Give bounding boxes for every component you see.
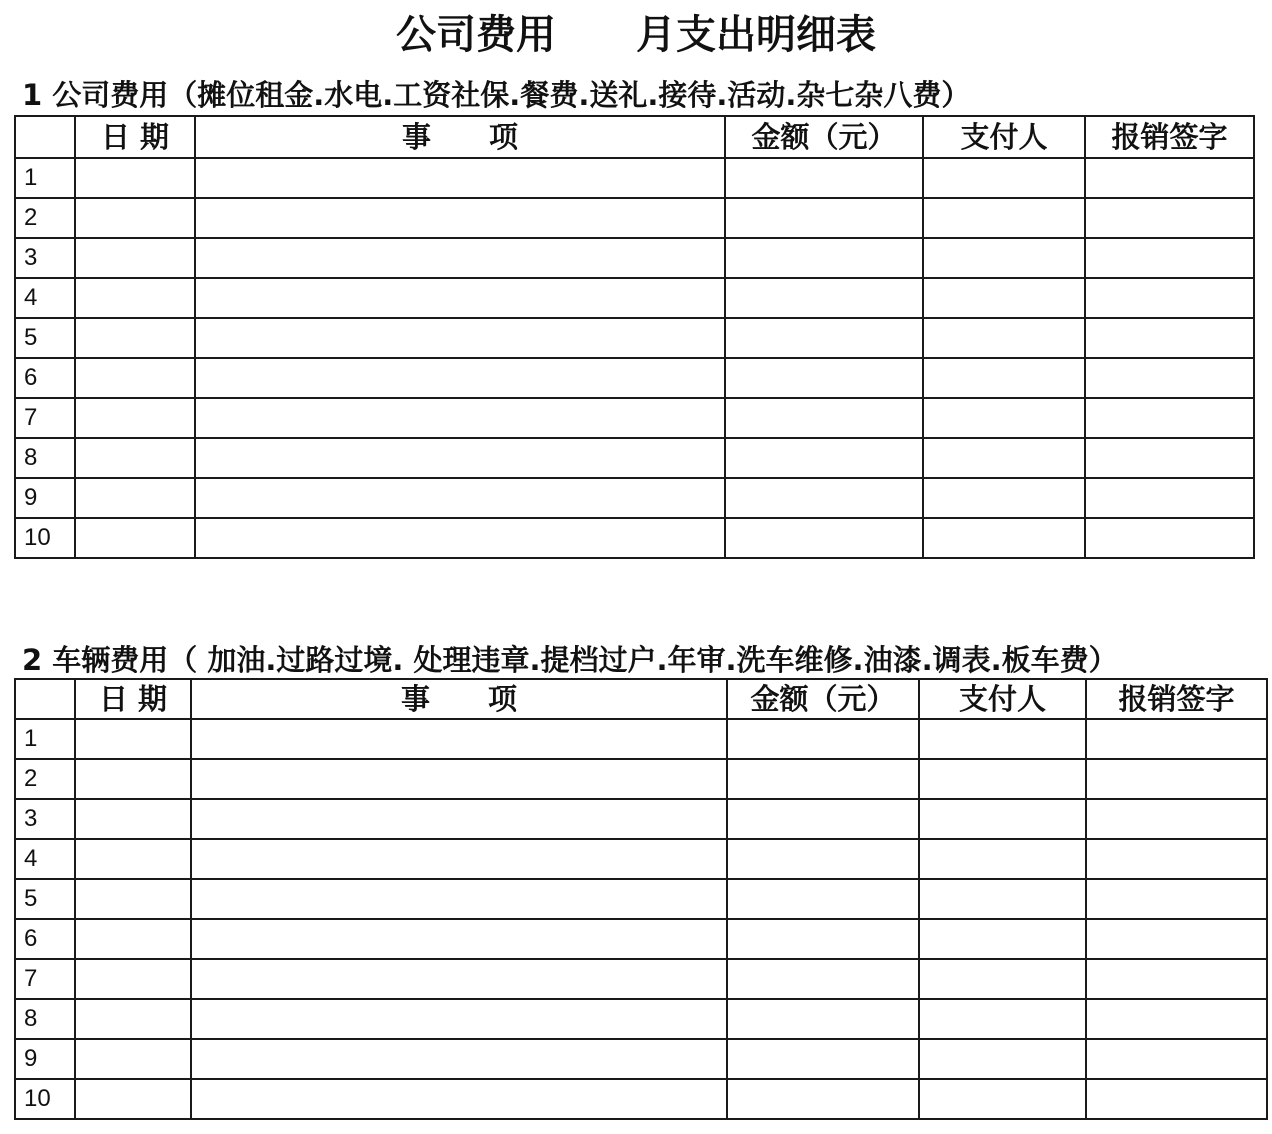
header-index <box>15 679 75 719</box>
payer-cell[interactable] <box>919 1079 1086 1119</box>
table-row <box>15 999 1267 1039</box>
signature-cell[interactable] <box>1086 879 1267 919</box>
table-row <box>15 518 1254 558</box>
row-number: 8 <box>15 438 75 478</box>
date-cell[interactable] <box>75 318 195 358</box>
amount-cell[interactable] <box>725 478 923 518</box>
row-number: 4 <box>15 278 75 318</box>
amount-cell[interactable] <box>727 759 919 799</box>
row-number: 2 <box>15 198 75 238</box>
row-number: 3 <box>15 238 75 278</box>
signature-cell[interactable] <box>1085 278 1254 318</box>
title-company-expense: 公司费用 <box>396 12 556 58</box>
date-cell[interactable] <box>75 919 191 959</box>
header-payer: 支付人 <box>919 679 1086 719</box>
amount-cell[interactable] <box>725 438 923 478</box>
table-row <box>15 1039 1267 1079</box>
section-1-label: 1 公司费用（摊位租金.水电.工资社保.餐费.送礼.接待.活动.杂七杂八费） <box>22 78 971 112</box>
item-cell[interactable] <box>191 879 727 919</box>
item-cell[interactable] <box>191 919 727 959</box>
table-row <box>15 198 1254 238</box>
date-cell[interactable] <box>75 198 195 238</box>
row-number: 9 <box>15 1039 75 1079</box>
signature-cell[interactable] <box>1086 959 1267 999</box>
payer-cell[interactable] <box>919 759 1086 799</box>
item-cell[interactable] <box>191 839 727 879</box>
date-cell[interactable] <box>75 839 191 879</box>
payer-cell[interactable] <box>919 879 1086 919</box>
signature-cell[interactable] <box>1086 919 1267 959</box>
row-number: 9 <box>15 478 75 518</box>
signature-cell[interactable] <box>1085 518 1254 558</box>
row-number: 6 <box>15 919 75 959</box>
date-cell[interactable] <box>75 278 195 318</box>
item-cell[interactable] <box>191 759 727 799</box>
signature-cell[interactable] <box>1085 398 1254 438</box>
row-number: 1 <box>15 158 75 198</box>
table-row <box>15 238 1254 278</box>
amount-cell[interactable] <box>725 318 923 358</box>
table-header-row <box>15 116 1254 158</box>
payer-cell[interactable] <box>923 398 1085 438</box>
signature-cell[interactable] <box>1085 478 1254 518</box>
date-cell[interactable] <box>75 238 195 278</box>
item-cell[interactable] <box>191 1039 727 1079</box>
date-cell[interactable] <box>75 759 191 799</box>
amount-cell[interactable] <box>727 719 919 759</box>
title-monthly-detail: 月支出明细表 <box>636 12 876 58</box>
date-cell[interactable] <box>75 158 195 198</box>
amount-cell[interactable] <box>725 398 923 438</box>
header-item: 事 项 <box>195 116 725 158</box>
date-cell[interactable] <box>75 1079 191 1119</box>
payer-cell[interactable] <box>919 999 1086 1039</box>
table-row <box>15 438 1254 478</box>
signature-cell[interactable] <box>1085 358 1254 398</box>
signature-cell[interactable] <box>1086 999 1267 1039</box>
payer-cell[interactable] <box>923 358 1085 398</box>
table-row <box>15 759 1267 799</box>
date-cell[interactable] <box>75 879 191 919</box>
payer-cell[interactable] <box>919 959 1086 999</box>
item-cell[interactable] <box>195 318 725 358</box>
amount-cell[interactable] <box>725 238 923 278</box>
amount-cell[interactable] <box>727 1079 919 1119</box>
item-cell[interactable] <box>191 999 727 1039</box>
payer-cell[interactable] <box>923 278 1085 318</box>
table-row <box>15 278 1254 318</box>
header-date: 日 期 <box>75 679 191 719</box>
amount-cell[interactable] <box>727 799 919 839</box>
row-number: 10 <box>15 518 75 558</box>
row-number: 7 <box>15 959 75 999</box>
item-cell[interactable] <box>191 1079 727 1119</box>
table-row <box>15 158 1254 198</box>
table-row <box>15 358 1254 398</box>
table-row <box>15 879 1267 919</box>
payer-cell[interactable] <box>923 238 1085 278</box>
signature-cell[interactable] <box>1085 238 1254 278</box>
signature-cell[interactable] <box>1086 1039 1267 1079</box>
table-row <box>15 839 1267 879</box>
amount-cell[interactable] <box>727 919 919 959</box>
header-signature: 报销签字 <box>1086 679 1267 719</box>
item-cell[interactable] <box>191 959 727 999</box>
row-number: 1 <box>15 719 75 759</box>
signature-cell[interactable] <box>1086 799 1267 839</box>
payer-cell[interactable] <box>923 318 1085 358</box>
payer-cell[interactable] <box>923 158 1085 198</box>
table-row <box>15 1079 1267 1119</box>
date-cell[interactable] <box>75 999 191 1039</box>
header-payer: 支付人 <box>923 116 1085 158</box>
payer-cell[interactable] <box>919 799 1086 839</box>
signature-cell[interactable] <box>1086 719 1267 759</box>
amount-cell[interactable] <box>727 839 919 879</box>
row-number: 5 <box>15 879 75 919</box>
item-cell[interactable] <box>195 198 725 238</box>
header-amount: 金额（元） <box>727 679 919 719</box>
item-cell[interactable] <box>195 438 725 478</box>
table-header-row <box>15 679 1267 719</box>
item-cell[interactable] <box>195 238 725 278</box>
payer-cell[interactable] <box>919 719 1086 759</box>
date-cell[interactable] <box>75 398 195 438</box>
amount-cell[interactable] <box>725 198 923 238</box>
amount-cell[interactable] <box>727 1039 919 1079</box>
header-amount: 金额（元） <box>725 116 923 158</box>
signature-cell[interactable] <box>1086 1079 1267 1119</box>
table-row <box>15 318 1254 358</box>
row-number: 10 <box>15 1079 75 1119</box>
row-number: 7 <box>15 398 75 438</box>
payer-cell[interactable] <box>923 198 1085 238</box>
section-2-label: 2 车辆费用（ 加油.过路过境. 处理违章.提档过户.年审.洗车维修.油漆.调表.板车费） <box>22 643 1118 677</box>
payer-cell[interactable] <box>919 919 1086 959</box>
item-cell[interactable] <box>195 278 725 318</box>
date-cell[interactable] <box>75 438 195 478</box>
amount-cell[interactable] <box>727 879 919 919</box>
payer-cell[interactable] <box>923 438 1085 478</box>
amount-cell[interactable] <box>727 999 919 1039</box>
row-number: 4 <box>15 839 75 879</box>
item-cell[interactable] <box>191 719 727 759</box>
date-cell[interactable] <box>75 1039 191 1079</box>
table-row <box>15 799 1267 839</box>
vehicle-expense-table <box>14 678 1268 1120</box>
date-cell[interactable] <box>75 358 195 398</box>
item-cell[interactable] <box>195 478 725 518</box>
signature-cell[interactable] <box>1085 198 1254 238</box>
row-number: 3 <box>15 799 75 839</box>
item-cell[interactable] <box>195 158 725 198</box>
signature-cell[interactable] <box>1085 158 1254 198</box>
company-expense-table <box>14 115 1255 559</box>
header-date: 日 期 <box>75 116 195 158</box>
date-cell[interactable] <box>75 478 195 518</box>
table-row <box>15 478 1254 518</box>
item-cell[interactable] <box>195 518 725 558</box>
payer-cell[interactable] <box>919 839 1086 879</box>
payer-cell[interactable] <box>923 518 1085 558</box>
amount-cell[interactable] <box>725 518 923 558</box>
signature-cell[interactable] <box>1085 438 1254 478</box>
item-cell[interactable] <box>195 398 725 438</box>
date-cell[interactable] <box>75 518 195 558</box>
table-row <box>15 398 1254 438</box>
date-cell[interactable] <box>75 719 191 759</box>
date-cell[interactable] <box>75 799 191 839</box>
row-number: 8 <box>15 999 75 1039</box>
item-cell[interactable] <box>191 799 727 839</box>
header-signature: 报销签字 <box>1085 116 1254 158</box>
row-number: 5 <box>15 318 75 358</box>
amount-cell[interactable] <box>727 959 919 999</box>
header-index <box>15 116 75 158</box>
signature-cell[interactable] <box>1085 318 1254 358</box>
table-row <box>15 719 1267 759</box>
page-title <box>0 10 1272 60</box>
item-cell[interactable] <box>195 358 725 398</box>
signature-cell[interactable] <box>1086 759 1267 799</box>
date-cell[interactable] <box>75 959 191 999</box>
amount-cell[interactable] <box>725 158 923 198</box>
amount-cell[interactable] <box>725 358 923 398</box>
table-row <box>15 919 1267 959</box>
row-number: 2 <box>15 759 75 799</box>
header-item: 事 项 <box>191 679 727 719</box>
signature-cell[interactable] <box>1086 839 1267 879</box>
table-row <box>15 959 1267 999</box>
amount-cell[interactable] <box>725 278 923 318</box>
payer-cell[interactable] <box>919 1039 1086 1079</box>
row-number: 6 <box>15 358 75 398</box>
payer-cell[interactable] <box>923 478 1085 518</box>
